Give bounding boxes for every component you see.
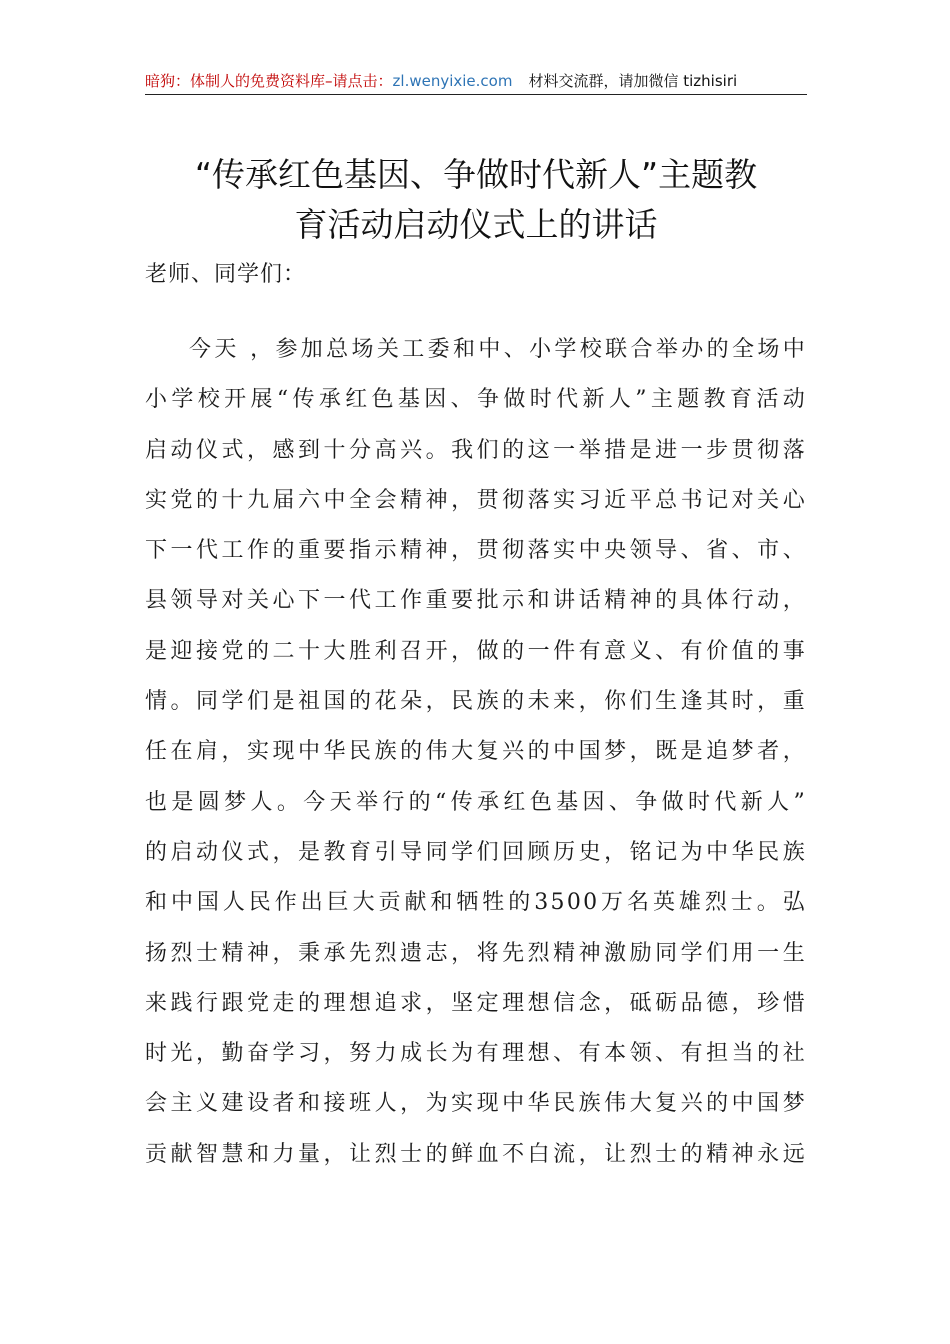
header-brand: 暗狗：体制人的免费资料库 [145, 72, 326, 90]
body-line: 下一代工作的重要指示精神，贯彻落实中央领导、省、市、 [145, 538, 807, 564]
body-line: 今天 ，参加总场关工委和中、小学校联合举办的全场中 [189, 337, 807, 362]
body-line: 贡献智慧和力量，让烈士的鲜血不白流，让烈士的精神永远 [145, 1141, 807, 1167]
body-line: 和中国人民作出巨大贡献和牺牲的3500万名英雄烈士。弘 [145, 890, 807, 916]
body-line: 是迎接党的二十大胜利召开，做的一件有意义、有价值的事 [145, 638, 807, 664]
body-line: 时光，勤奋学习，努力成长为有理想、有本领、有担当的社 [145, 1041, 807, 1067]
page-header [145, 68, 807, 95]
body-line: 县领导对关心下一代工作重要批示和讲话精神的具体行动， [145, 588, 807, 614]
title-line-1: “传承红色基因、争做时代新人”主题教 [194, 155, 758, 194]
body-line: 任在肩，实现中华民族的伟大复兴的中国梦，既是追梦者， [145, 739, 807, 765]
body-line: 来践行跟党走的理想追求，坚定理想信念，砥砺品德，珍惜 [145, 990, 807, 1016]
body-line: 小学校开展“传承红色基因、争做时代新人”主题教育活动 [145, 387, 807, 413]
body-line: 实党的十九届六中全会精神，贯彻落实习近平总书记对关心 [145, 487, 807, 513]
header-group-note: 材料交流群，请加微信 tizhisiri [528, 72, 738, 90]
body-line: 的启动仪式，是教育引导同学们回顾历史，铭记为中华民族 [145, 839, 807, 865]
salutation: 老师、同学们： [145, 262, 307, 287]
body-paragraph [145, 325, 807, 1180]
header-link[interactable]: zl.wenyixie.com [392, 72, 513, 90]
header-prompt: –请点击： [325, 72, 393, 90]
body-line: 也是圆梦人。今天举行的“传承红色基因、争做时代新人” [145, 789, 807, 815]
title-line-2: 育活动启动仪式上的讲话 [294, 205, 658, 244]
document-title [145, 150, 807, 250]
body-line: 扬烈士精神，秉承先烈遗志，将先烈精神激励同学们用一生 [145, 940, 807, 966]
body-line: 会主义建设者和接班人，为实现中华民族伟大复兴的中国梦 [145, 1091, 807, 1117]
body-line: 启动仪式，感到十分高兴。我们的这一举措是进一步贯彻落 [145, 437, 807, 463]
body-line: 情。同学们是祖国的花朵，民族的未来，你们生逢其时，重 [145, 689, 807, 715]
